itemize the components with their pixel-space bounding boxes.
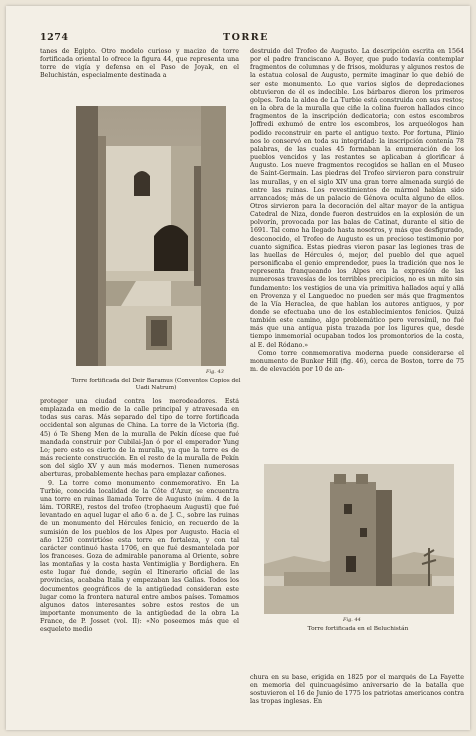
left-column-bottom bbox=[40, 398, 239, 714]
figure-43-caption: Torre fortificada del Deir Baramus (Conventos Copios del Uadi Natrum) bbox=[71, 378, 241, 391]
paragraph: tanes de Egipto. Otro modelo curioso y macizo de torre fortificada oriental lo ofrece la figura 44, que representa una torre de vigía y defensa en el Paso de Joyak, en el Beluchistán, especialmente destinada a bbox=[40, 48, 239, 80]
book-page bbox=[6, 6, 470, 730]
paragraph: destruido del Trofeo de Augusto. La descripción escrita en 1564 por el padre franciscano A. Boyer, que pudo todavía contemplar fragmentos de columnas y de frisos, molduras y algunos restos de la estatua colosal de Augusto, permite imaginar lo que debió de ser este monumento. Lo que varios siglos de depredaciones obtuvieron de él es indecible. Los bárbaros dieron los primeros golpes. Toda la aldea de La Turbie está construida con sus restos; en la obra de la muralla que ciñe la colina fueron hallados cinco fragmentos de la inscripción dedicatoria; con estos escombros Joffredi exhumó de entre los escombros, los arqueólogos han podido reconstruir en parte el antiguo texto. Por fortuna, Plinio nos lo conservó en toda su integridad: la inscripción contenía 78 palabras, de las cuales 45 formaban la enumeración de los pueblos vencidos y las restantes se aplicaban á glorificar á Augusto. Los nueve fragmentos recogidos se hallan en el Museo de Saint-Germain. Las piedras del Trofeo sirvieron para construir las murallas, y en el siglo XIV una gran torre almenada surgió de entre las ruinas. Los revestimientos de mármol habían sido arrancados; más de un palacio de Génova oculta alguno de ellos. Otros sirvieron para la decoración del altar mayor de la antigua Catedral de Niza, donde fueron destruidos en la explosión de un polvorín, provocada por las balas de Catinat, durante el sitio de 1691. Tal como ha llegado hasta nosotros, y más que desfigurado, desconocido, el Trofeo de Augusto es un precioso testimonio por cuanto significa. Estas piedras vieron pasar las legiones tras de las huellas de Hércules ó, mejor, del pueblo del que aquel personificaba el genio emprendedor, pues la tradición que nos le representa franqueando los Alpes era la expresión de las numerosas travesías de los terribles precipicios, no es un mito sin fundamento: los vestigios de una vía primitiva hallados aquí y allá en Provenza y el Languedoc no pueden ser más que fragmentos de la Vía Heraclea, de que hablan los autores antiguos, y por donde se efectuaba uno de los establecimientos fenicios. Quizá también este camino, algo problemático pero verosímil, no fué más que una antigua pista trazada por los ligures que, desde tiempo inmemorial ocupaban todos los promontorios de la costa, al E. del Ródano.» bbox=[250, 48, 464, 349]
right-column-bottom bbox=[250, 674, 464, 716]
paragraph: 9. La torre como monumento conmemorativo. En La Turbie, conocida localidad de la Côte d'Azur, se encuentra una torre en ruinas llamada Torre de Augusto (núm. 4 de la lám. TORRE), restos del trofeo (trophaeum Augusti) que fué levantado en aquel lugar el año 6 a. de J. C., sobre las ruinas de un monumento del Hércules fenicio, en recuerdo de la sumisión de los pueblos de los Alpes por Augusto. Hacia el año 1250 convirtióse esta torre en fortaleza, y con tal carácter continuó hasta 1706, en que fué desmantelada por los franceses. Goza de admirable panorama al Oriente, sobre las montañas y la costa hasta Ventimiglia y Bordighera. En este lugar fué donde, según el Itinerario oficial de las provincias, acababa Italia y empezaban las Galias. Todos los documentos geográficos de la antigüedad consideran este lugar como la frontera natural entre ambos países. Tomamos algunos datos interesantes sobre estos restos de un importante monumento de la antigüedad de la obra La France, de P. Josset (vol. II): «No poseemos más que el esqueleto medio bbox=[40, 479, 239, 634]
running-head: TORRE bbox=[223, 32, 269, 43]
paragraph: Como torre conmemorativa moderna puede considerarse el monumento de Bunker Hill (fig. 46), cerca de Boston, torre de 75 m. de elevación por 10 de an- bbox=[250, 349, 464, 374]
paragraph: proteger una ciudad contra los merodeadores. Está emplazada en medio de la calle principal y atravesada en todas sus caras. Más separado del tipo de torre fortificada occidental son algunas de China. La torre de la Victoria (fig. 45) ó Te Sheng Men de la muralla de Pekín dícese que fué mandada construir por Cubilai-Jan ó por el emperador Yung Lo; pero esto es cierto de la muralla, ya que la torre es de más reciente construcción. En el resto de la muralla de Pekín son del siglo XV y aun más modernos. Tienen numerosas aberturas, probablemente hechas para emplazar cañones. bbox=[40, 398, 239, 479]
figure-43-photo bbox=[76, 106, 226, 366]
figure-43-number: Fig. 43 bbox=[206, 369, 224, 375]
figure-44-photo bbox=[264, 464, 454, 614]
right-column-top bbox=[250, 48, 464, 450]
page-header bbox=[40, 32, 452, 46]
left-column-top bbox=[40, 48, 239, 98]
figure-44-number: Fig. 44 bbox=[343, 617, 361, 623]
paragraph: chura en su base, erigida en 1825 por el marqués de La Fayette en memoria del quincuagésimo aniversario de la batalla que sostuvieron el 16 de Junio de 1775 los patriotas americanos contra las tropas inglesas. En bbox=[250, 674, 464, 706]
page-number: 1274 bbox=[40, 32, 69, 43]
figure-44-caption: Torre fortificada en el Beluchistán bbox=[307, 626, 409, 632]
